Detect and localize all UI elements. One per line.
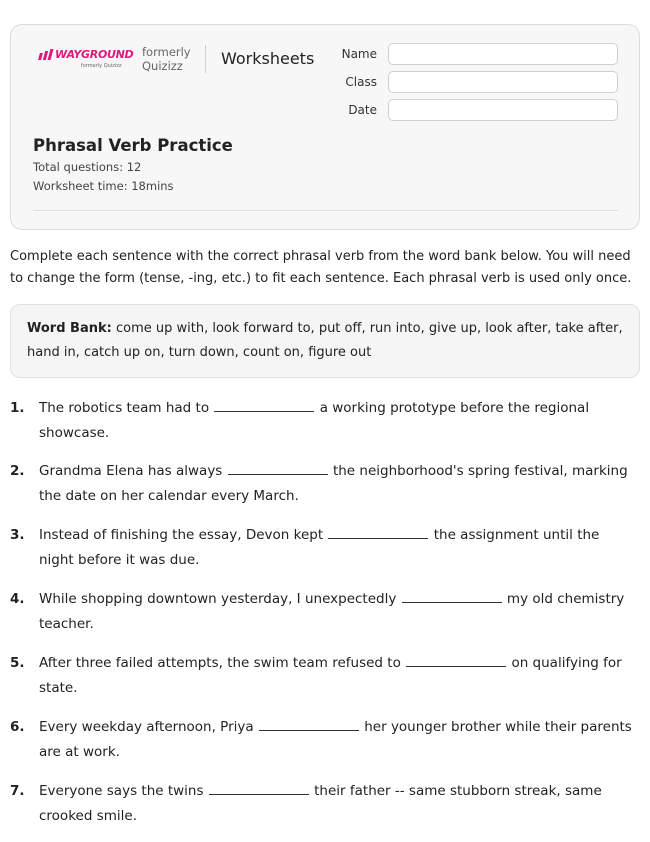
word-bank [10, 304, 640, 378]
question-text-after: the neighborhood's spring festival, marking the date on her calendar every March. [39, 463, 628, 504]
question-item [10, 779, 640, 829]
answer-blank[interactable] [406, 653, 506, 667]
question-text-before: Everyone says the twins [39, 783, 204, 799]
question-text-before: After three failed attempts, the swim team refused to [39, 655, 401, 671]
question-text-before: While shopping downtown yesterday, I unexpectedly [39, 591, 397, 607]
name-label: Name [341, 47, 377, 61]
question-item [10, 396, 640, 446]
word-bank-words: come up with, look forward to, put off, run into, give up, look after, take after, hand in, catch up on, turn down, count on, figure out [27, 321, 623, 360]
worksheet-time: Worksheet time: 18mins [33, 179, 174, 193]
logo-subtitle: formerly Quizizz [81, 63, 122, 69]
question-item [10, 715, 640, 765]
question-text-before: The robotics team had to [39, 400, 210, 416]
header-divider [205, 45, 206, 73]
question-text-after: her younger brother while their parents are at work. [39, 719, 632, 760]
section-title: Worksheets [221, 49, 315, 68]
question-number: 4. [10, 591, 25, 607]
class-field[interactable] [388, 71, 618, 93]
question-text-before: Instead of finishing the essay, Devon kept [39, 527, 324, 543]
question-number: 2. [10, 463, 25, 479]
answer-blank[interactable] [328, 525, 428, 539]
question-text-before: Grandma Elena has always [39, 463, 223, 479]
question-number: 3. [10, 527, 25, 543]
question-text-after: their father -- same stubborn streak, same crooked smile. [39, 783, 602, 824]
worksheet-title: Phrasal Verb Practice [33, 136, 233, 155]
answer-blank[interactable] [209, 781, 309, 795]
date-field[interactable] [388, 99, 618, 121]
question-number: 7. [10, 783, 25, 799]
class-label: Class [345, 75, 377, 89]
name-field[interactable] [388, 43, 618, 65]
question-text-after: the assignment until the night before it was due. [39, 527, 600, 568]
logo-bars-icon [39, 48, 52, 60]
question-item [10, 523, 640, 573]
question-text-before: Every weekday afternoon, Priya [39, 719, 254, 735]
question-text-after: a working prototype before the regional showcase. [39, 400, 590, 441]
header-rule [33, 210, 618, 211]
answer-blank[interactable] [214, 398, 314, 412]
date-label: Date [348, 103, 377, 117]
formerly-line-2: Quizizz [142, 59, 183, 73]
answer-blank[interactable] [402, 589, 502, 603]
question-number: 1. [10, 400, 25, 416]
formerly-quizizz [142, 45, 191, 73]
word-bank-label: Word Bank: [27, 321, 112, 336]
answer-blank[interactable] [228, 461, 328, 475]
question-text-after: on qualifying for state. [39, 655, 622, 696]
answer-blank[interactable] [259, 717, 359, 731]
logo-wordmark: WAYGROUND [55, 47, 134, 61]
total-questions: Total questions: 12 [33, 160, 142, 174]
question-number: 6. [10, 719, 25, 735]
question-text-after: my old chemistry teacher. [39, 591, 625, 632]
question-item [10, 459, 640, 509]
question-item [10, 587, 640, 637]
wayground-logo [39, 46, 135, 69]
worksheet-header [10, 24, 640, 230]
question-item [10, 651, 640, 701]
instructions: Complete each sentence with the correct phrasal verb from the word bank below. You will need to change the form (tense, -ing, etc.) to fit each sentence. Each phrasal verb is used only once. [10, 249, 632, 286]
question-number: 5. [10, 655, 25, 671]
formerly-line-1: formerly [142, 45, 191, 59]
